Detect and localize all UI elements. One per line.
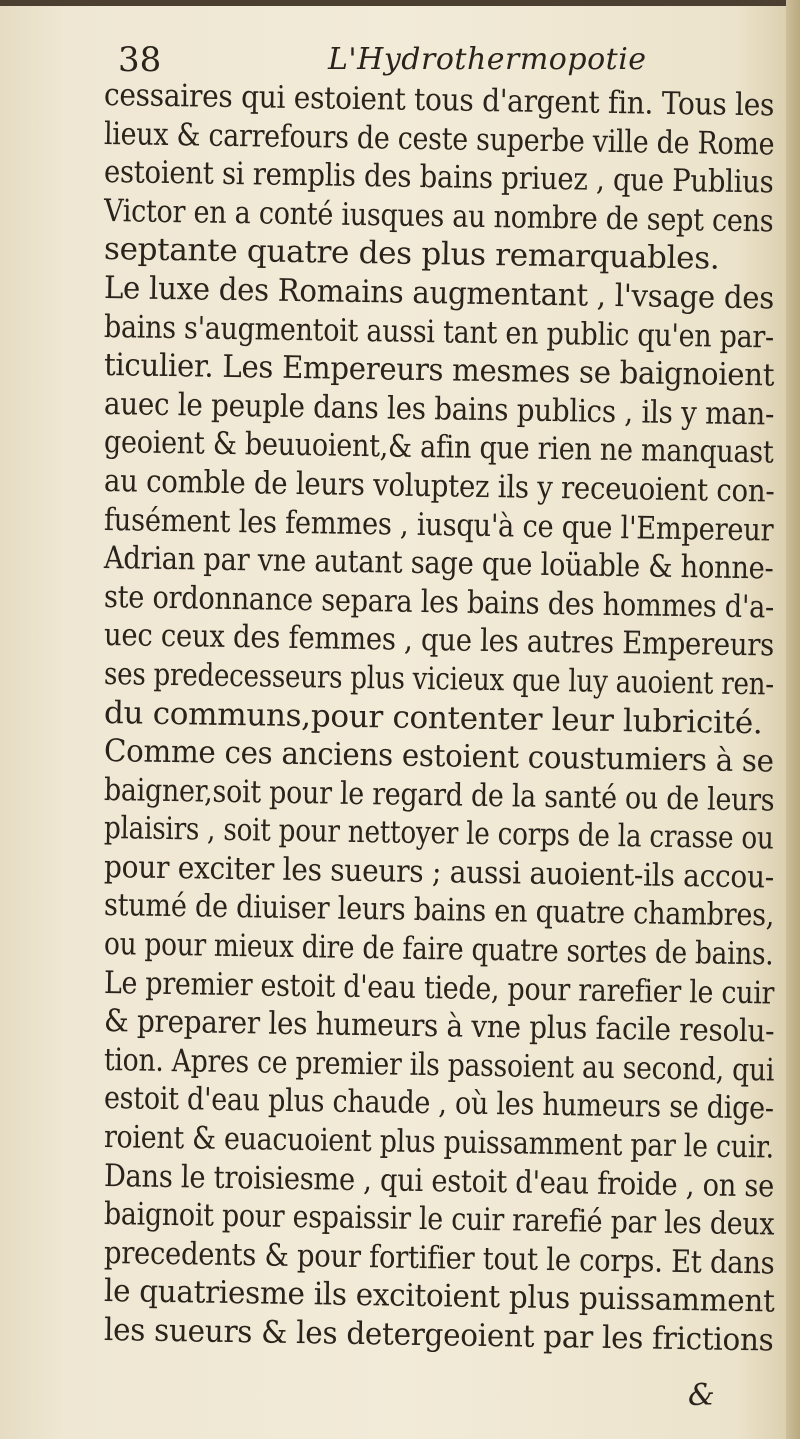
page-top-edge — [0, 0, 800, 6]
page-right-edge — [786, 0, 800, 1439]
text-line: au comble de leurs voluptez ils y receuoient con- — [103, 462, 775, 510]
text-line: baigner,soit pour le regard de la santé ou de leurs — [103, 771, 775, 819]
text-line: ou pour mieux dire de faire quatre sortes de bains. — [103, 926, 774, 973]
text-line: estoit d'eau plus chaude , où les humeurs se dige- — [103, 1080, 775, 1127]
text-line: Le premier estoit d'eau tiede, pour rarefier le cuir — [103, 964, 775, 1012]
text-line: le quatriesme ils excitoient plus puissamment — [103, 1273, 775, 1320]
text-line: estoient si remplis des bains priuez , que Publius — [103, 154, 774, 201]
text-line: Comme ces anciens estoient coustumiers à se — [103, 733, 775, 780]
text-line: septante quatre des plus remarquables. — [103, 231, 720, 278]
text-line: ticulier. Les Empereurs mesmes se baignoient — [103, 347, 775, 394]
text-line: bains s'augmentoit aussi tant en public qu'en par- — [103, 308, 775, 356]
text-line: du communs,pour contenter leur lubricité. — [103, 694, 763, 741]
text-line: geoient & beuuoient,& afin que rien ne manquast — [103, 424, 774, 471]
text-line: ste ordonnance separa les bains des hommes d'a- — [103, 578, 775, 626]
text-line: precedents & pour fortifier tout le corps. Et dans — [103, 1234, 775, 1282]
text-line: baignoit pour espaissir le cuir rarefié par les deux — [103, 1196, 775, 1243]
text-line: lieux & carrefours de ceste superbe ville de Rome — [103, 115, 775, 163]
text-line: & preparer les humeurs à vne plus facile resolu- — [103, 1003, 775, 1050]
text-line: Le luxe des Romains augmentant , l'vsage des — [103, 269, 775, 317]
text-line: roient & euacuoient plus puissamment par le cuir. — [103, 1119, 775, 1166]
text-line: Adrian par vne autant sage que loüable & honne- — [103, 540, 774, 587]
text-line: stumé de diuiser leurs bains en quatre chambres, — [103, 887, 775, 934]
running-title: L'Hydrothermopotie — [328, 42, 647, 77]
text-line: plaisirs , soit pour nettoyer le corps de la crasse ou — [103, 810, 774, 857]
page-number: 38 — [118, 40, 162, 80]
text-line: fusément les femmes , iusqu'à ce que l'Empereur — [103, 501, 774, 549]
text-line: tion. Apres ce premier ils passoient au second, qui — [103, 1041, 775, 1089]
text-line: uec ceux des femmes , que les autres Empereurs — [103, 617, 775, 664]
text-line: ses predecesseurs plus vicieux que luy auoient ren- — [103, 655, 775, 703]
text-line: pour exciter les sueurs ; aussi auoient-ils accou- — [103, 848, 775, 896]
catchword: & — [688, 1378, 715, 1413]
text-line: Victor en a conté iusques au nombre de sept cens — [103, 192, 774, 240]
body-text — [103, 76, 775, 1359]
text-line: cessaires qui estoient tous d'argent fin. Tous les — [103, 77, 775, 124]
text-line: les sueurs & les detergeoient par les frictions — [103, 1312, 774, 1359]
text-line: Dans le troisiesme , qui estoit d'eau froide , on se — [103, 1157, 775, 1205]
text-line: auec le peuple dans les bains publics , ils y man- — [103, 385, 775, 433]
